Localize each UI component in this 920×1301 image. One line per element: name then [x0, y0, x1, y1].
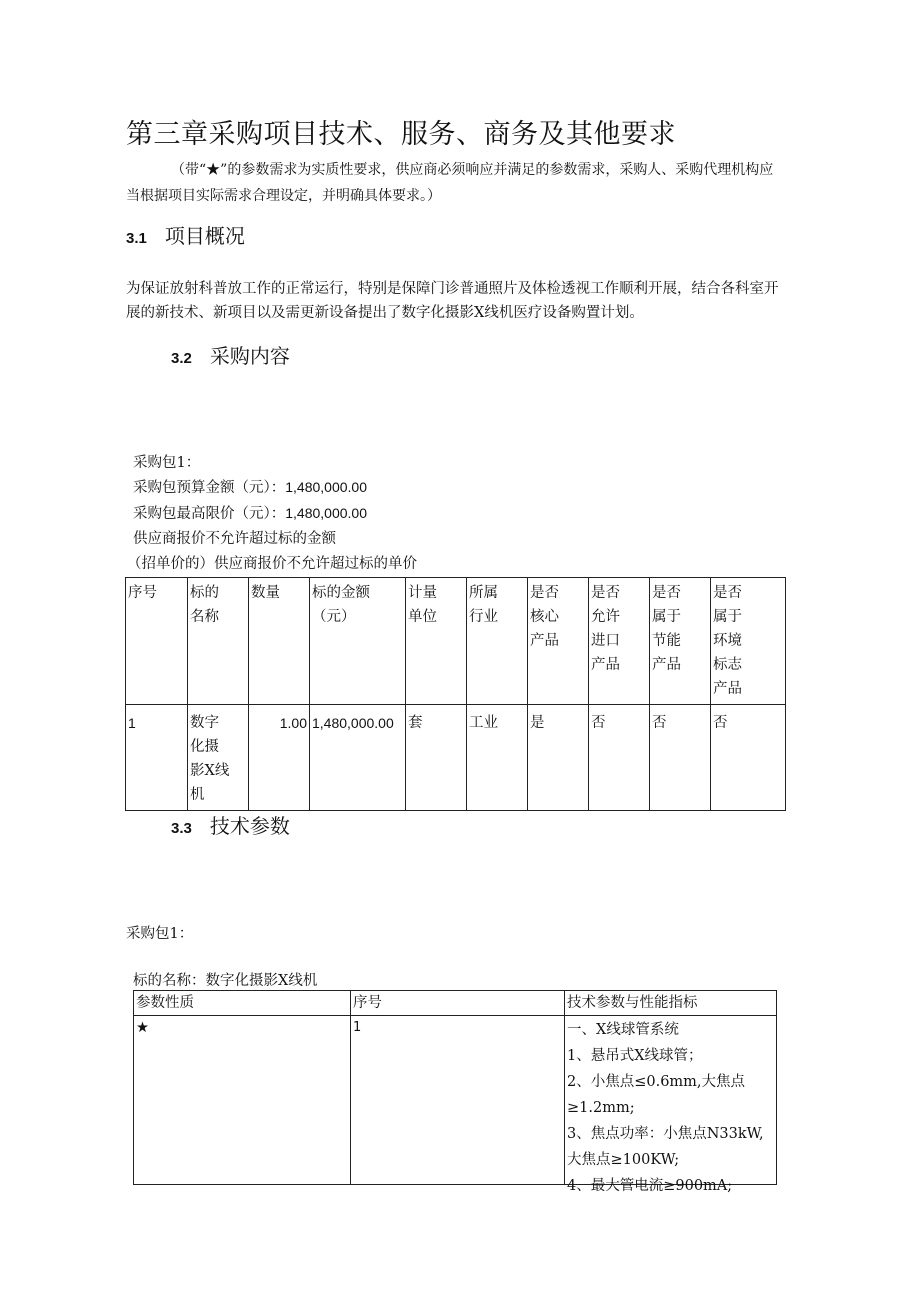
table-header-row — [126, 578, 786, 705]
header-cell: 序号 — [351, 991, 565, 1016]
header-cell: 计量 单位 — [406, 578, 467, 705]
header-cell: 是否 属于 节能 产品 — [650, 578, 711, 705]
package-label: 采购包1： — [133, 455, 201, 471]
list-item: 1、悬吊式X线球管； — [567, 1048, 703, 1064]
cell-energy-saving: 否 — [650, 705, 711, 811]
unit-price-limit-note: （招单价的）供应商报价不允许超过标的单价 — [127, 556, 417, 572]
cell-item-name: 数字 化摄 影X线 机 — [188, 705, 249, 811]
section-heading-3-3 — [171, 810, 290, 839]
cell-industry: 工业 — [467, 705, 528, 811]
list-item: 一、X线球管系统 — [567, 1022, 679, 1038]
cell-unit: 套 — [406, 705, 467, 811]
chapter-title: 第三章采购项目技术、服务、商务及其他要求 — [126, 119, 676, 150]
section-number: 3.3 — [171, 820, 192, 837]
list-item: 3、焦点功率：小焦点N33kW,大焦点≥100KW; — [567, 1126, 764, 1168]
cell-amount: 1,480,000.00 — [310, 705, 406, 811]
section-title: 采购内容 — [209, 344, 290, 368]
section-number: 3.1 — [126, 230, 147, 247]
table-row — [134, 1016, 777, 1185]
header-cell: 技术参数与性能指标 — [565, 991, 777, 1016]
overview-paragraph: 为保证放射科普放工作的正常运行，特别是保障门诊普通照片及体检透视工作顺利开展，结合各科室开展的新技术、新项目以及需更新设备提出了数字化摄影X线机医疗设备购置计划。 — [126, 281, 779, 321]
section-number: 3.2 — [171, 350, 192, 367]
cell-eco-label: 否 — [711, 705, 786, 811]
header-cell: 所属 行业 — [467, 578, 528, 705]
procurement-content-table — [125, 577, 786, 811]
header-cell: 序号 — [126, 578, 188, 705]
cell-seq: 1 — [126, 705, 188, 811]
tech-package-label: 采购包1： — [126, 926, 194, 942]
header-cell: 参数性质 — [134, 991, 351, 1016]
cell-import-allowed: 否 — [589, 705, 650, 811]
header-cell: 是否 属于 环境 标志 产品 — [711, 578, 786, 705]
cell-core-product: 是 — [528, 705, 589, 811]
max-price-value: 1,480,000.00 — [285, 505, 367, 521]
star-requirement-note: （带“★”的参数需求为实质性要求，供应商必须响应并满足的参数需求，采购人、采购代理机构应当根据项目实际需求合理设定，并明确具体要求。） — [126, 162, 774, 204]
list-item: 2、小焦点≤0.6mm,大焦点≥1.2mm; — [567, 1074, 746, 1116]
budget-label: 采购包预算金额（元）： — [133, 480, 286, 496]
max-price-label: 采购包最高限价（元）： — [133, 506, 286, 522]
price-limit-note: 供应商报价不允许超过标的金额 — [133, 531, 336, 547]
tech-item-name: 标的名称：数字化摄影X线机 — [133, 973, 318, 989]
section-heading-3-1 — [126, 220, 245, 249]
section-title: 技术参数 — [209, 814, 290, 838]
tech-spec-list — [567, 1017, 774, 1194]
header-cell: 标的 名称 — [188, 578, 249, 705]
cell-seq: 1 — [351, 1016, 565, 1185]
cell-quantity: 1.00 — [249, 705, 310, 811]
budget-value: 1,480,000.00 — [285, 479, 367, 495]
section-heading-3-2 — [171, 340, 290, 369]
header-cell: 标的金额 （元） — [310, 578, 406, 705]
header-cell: 是否 核心 产品 — [528, 578, 589, 705]
header-cell: 数量 — [249, 578, 310, 705]
budget-line — [133, 476, 367, 497]
table-header-row — [134, 991, 777, 1016]
header-cell: 是否 允许 进口 产品 — [589, 578, 650, 705]
max-price-line — [133, 502, 367, 523]
section-title: 项目概况 — [164, 224, 245, 248]
table-row — [126, 705, 786, 811]
tech-params-table — [133, 990, 777, 1194]
cell-tech-specs — [565, 1016, 777, 1194]
cell-param-nature: ★ — [134, 1016, 351, 1185]
list-item: 4、最大管电流≥900mA; — [567, 1178, 733, 1194]
